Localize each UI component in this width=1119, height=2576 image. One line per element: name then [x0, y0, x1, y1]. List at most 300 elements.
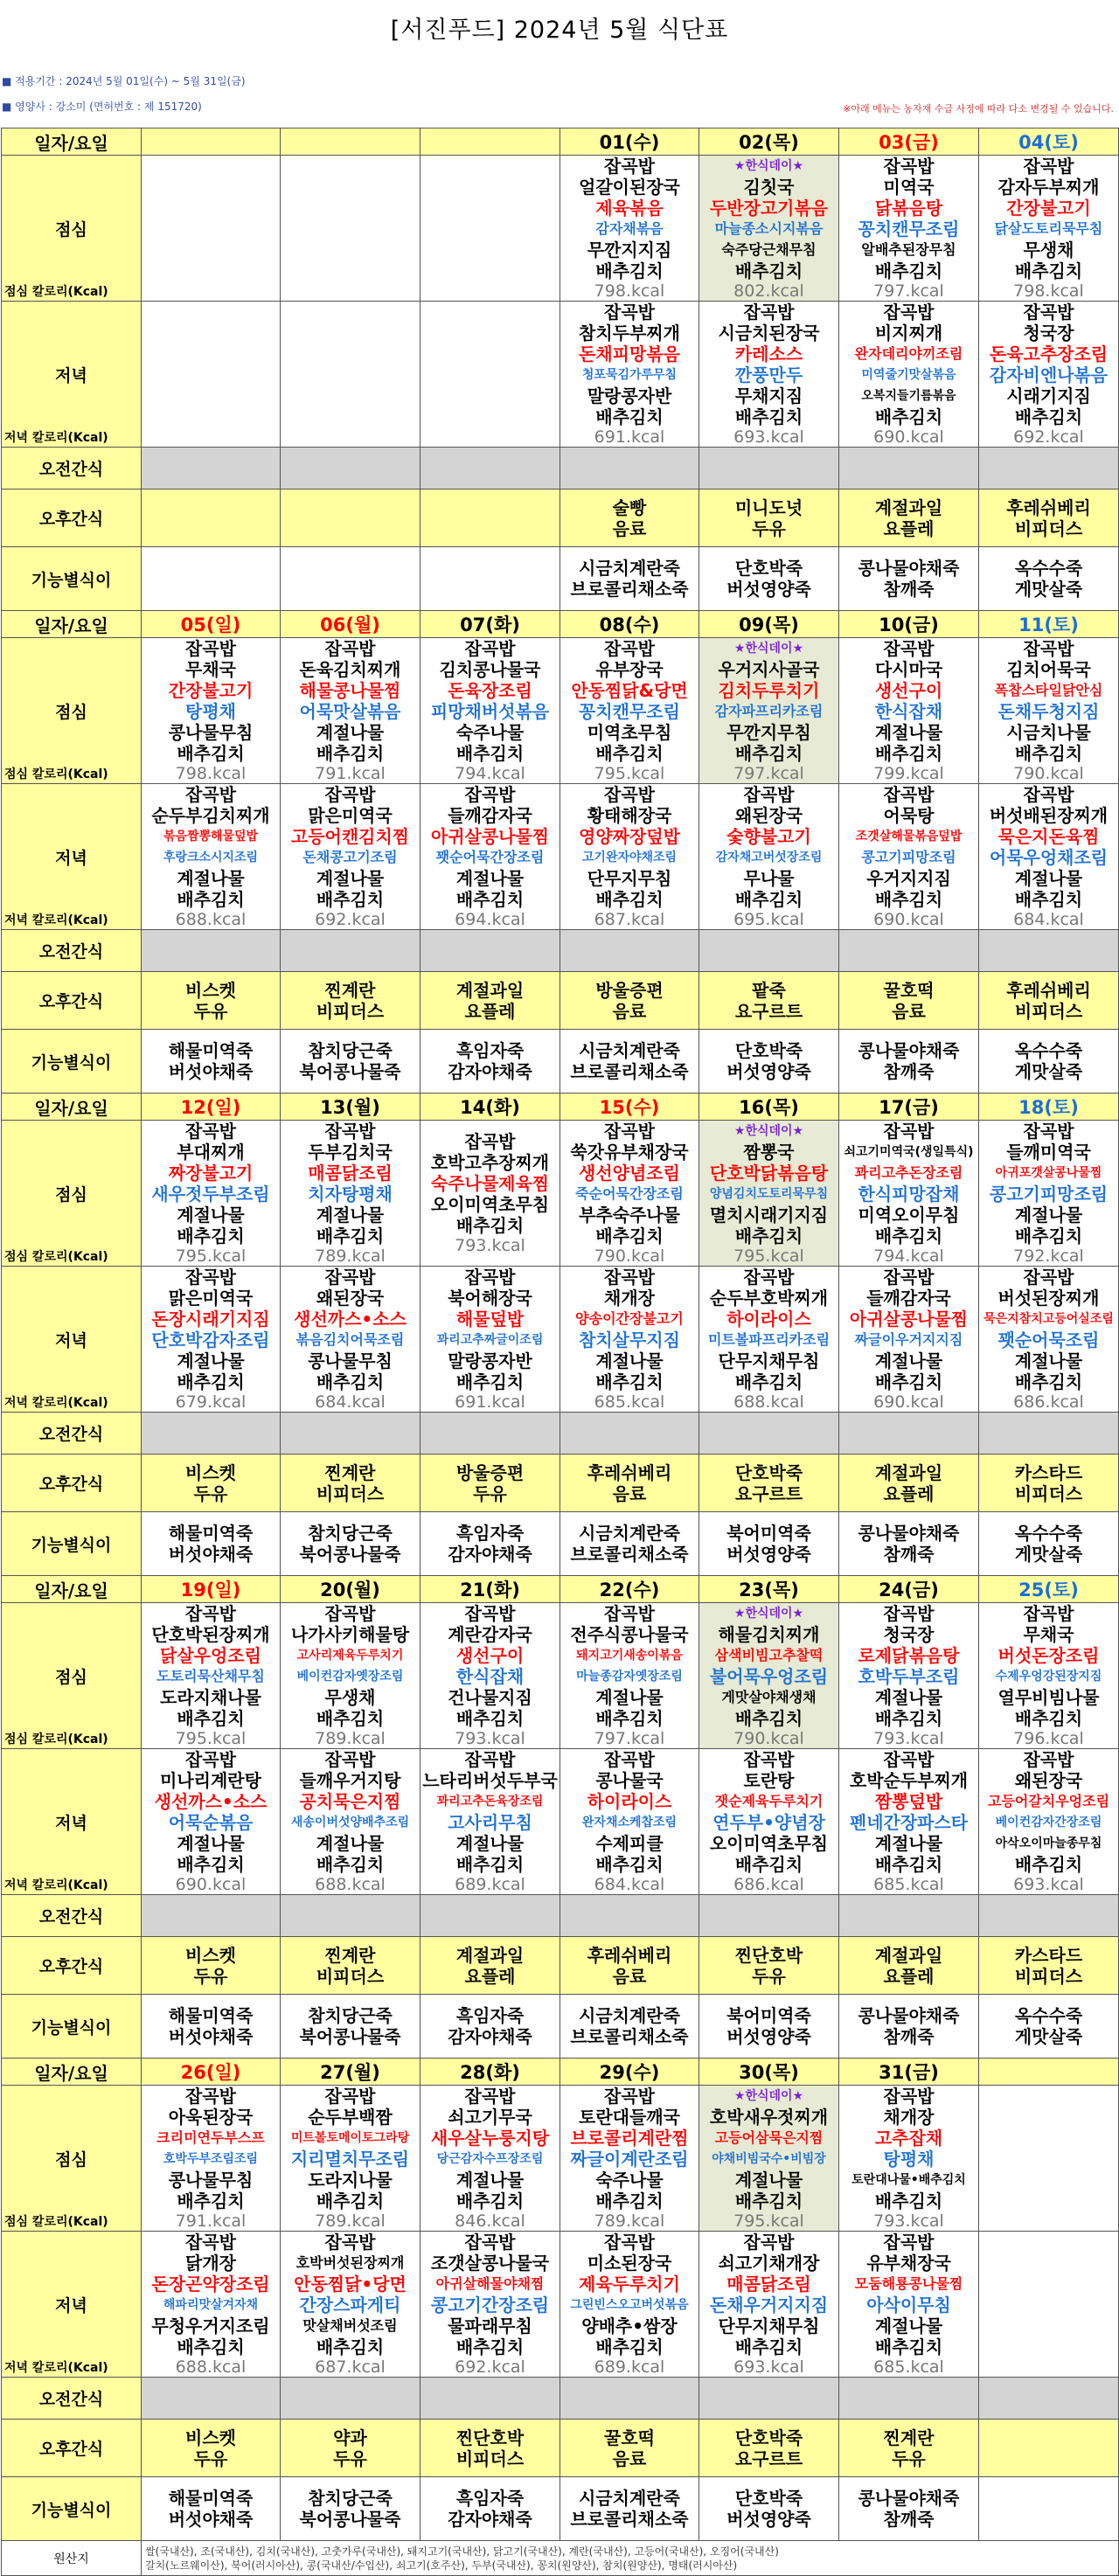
menu-item: 잡곡밥: [604, 1603, 655, 1624]
kcal-label: 점심 칼로리(Kcal): [4, 285, 108, 299]
menu-item: 배추김치: [177, 2336, 245, 2357]
menu-item: 황태해장국: [587, 805, 672, 826]
func-diet-cell: [281, 1512, 420, 1576]
dinner-cell: [699, 1267, 839, 1413]
day-header: 25(토): [979, 1576, 1119, 1603]
pm-snack-cell: [142, 1455, 281, 1512]
menu-item: 시금치나물: [1006, 722, 1091, 743]
func-diet-item: 해물미역죽: [168, 2005, 254, 2026]
menu-item: 호박두부조림조림: [163, 2152, 259, 2166]
func-diet-cell: [281, 547, 420, 611]
menu-item: 배추김치: [595, 1226, 664, 1246]
menu-item: 치자탕평채: [308, 1184, 393, 1205]
dinner-cell: [699, 1749, 839, 1895]
snack-item: 요구르트: [734, 2448, 803, 2469]
func-diet-cell: [560, 2477, 699, 2541]
row-label-text: 오후간식: [38, 2440, 104, 2459]
func-diet-cell: [420, 1030, 560, 1094]
func-diet-item: 시금치계란죽: [579, 2005, 680, 2026]
menu-item: 배추김치: [734, 1371, 803, 1392]
special-day-tag: [700, 1603, 838, 1624]
menu-item: 고사리무침: [448, 1812, 532, 1833]
lunch-cell: [839, 1603, 979, 1749]
menu-item: 오이미역초무침: [430, 1194, 550, 1215]
pm-snack-cell: [281, 1455, 420, 1512]
menu-item: 계절나물: [177, 868, 245, 889]
func-diet-item: 게맛살죽: [1014, 579, 1083, 600]
am-snack-cell: [142, 930, 281, 972]
func-diet-item: 단호박죽: [734, 2488, 803, 2509]
menu-item: 해물김치찌개: [718, 1624, 820, 1645]
lunch-cell: [699, 156, 839, 302]
row-label: [2, 1267, 142, 1413]
star-icon: ★: [733, 1124, 746, 1138]
dinner-cell: [281, 1267, 420, 1413]
menu-item: 브로콜리계란찜: [570, 2128, 689, 2149]
menu-item: 게맛살야채생채: [721, 1689, 817, 1705]
menu-item: 들깨감자국: [448, 805, 532, 826]
menu-item: 계절나물: [874, 2316, 943, 2336]
menu-item: 버섯돈장조림: [997, 1645, 1100, 1666]
menu-item: 잡곡밥: [324, 1267, 376, 1288]
pm-snack-cell: [281, 972, 420, 1030]
menu-item: 배추김치: [874, 1854, 943, 1875]
kcal-value: 686.kcal: [733, 1875, 804, 1894]
row-label: [2, 1576, 142, 1603]
kcal-value: 690.kcal: [873, 910, 944, 929]
dinner-cell: [281, 302, 420, 448]
menu-item: 새우젓두부조림: [151, 1184, 270, 1205]
func-diet-item: 흑임자죽: [455, 2005, 525, 2026]
menu-item: 하이라이스: [726, 1309, 811, 1330]
kcal-value: 798.kcal: [594, 281, 665, 301]
kcal-value: 790.kcal: [733, 1729, 804, 1748]
menu-item: 완자데리야끼조림: [854, 345, 963, 362]
menu-item: 배추김치: [316, 743, 385, 764]
menu-item: 간장불고기: [1006, 198, 1091, 219]
func-diet-item: 참깨죽: [883, 2026, 935, 2047]
lunch-cell: [560, 1121, 699, 1267]
snack-item: 팥죽: [752, 979, 786, 1001]
day-header: 11(토): [979, 611, 1119, 638]
menu-item: 단무지무침: [587, 868, 672, 889]
menu-item: 얼갈이된장국: [579, 177, 680, 198]
menu-item: 감자채고버섯장조림: [715, 851, 823, 864]
menu-item: 꽈리고추돈육장조림: [436, 1795, 544, 1809]
day-header: 23(목): [699, 1576, 839, 1603]
origin-text: [142, 2541, 1119, 2576]
menu-item: 폭찹스타일닭안심: [994, 682, 1103, 698]
row-label-text: 저녁: [55, 1330, 87, 1350]
lunch-row: [2, 638, 1119, 784]
func-diet-item: 옥수수죽: [1014, 1040, 1083, 1061]
row-label-text: 오후간식: [38, 992, 104, 1011]
row-label-text: 일자/요일: [34, 614, 108, 636]
date-row: [2, 611, 1119, 638]
func-diet-item: 참치당근죽: [308, 2488, 393, 2509]
row-label-text: 기능별식이: [31, 1052, 112, 1073]
lunch-row: [2, 2086, 1119, 2232]
menu-item: 잡곡밥: [604, 302, 655, 323]
row-label-text: 오전간식: [38, 2390, 104, 2409]
snack-item: 요플레: [464, 1000, 516, 1022]
menu-item: 묵은지참치고등어실조림: [983, 1312, 1114, 1326]
menu-item: 어묵순볶음: [168, 1812, 254, 1833]
menu-item: 죽순어묵간장조림: [575, 1185, 684, 1202]
func-diet-cell: [420, 1995, 560, 2059]
menu-item: 잡곡밥: [743, 302, 795, 323]
func-diet-item: 감자야채죽: [448, 2026, 532, 2047]
snack-item: 요플레: [883, 1482, 935, 1504]
am-snack-cell: [142, 1895, 281, 1937]
snack-item: 찐단호박: [455, 2427, 525, 2448]
menu-item: 간장불고기: [168, 680, 254, 701]
menu-item: 김칫국: [743, 177, 795, 198]
menu-item: 배추김치: [874, 406, 943, 427]
lunch-cell: [142, 2086, 281, 2232]
menu-item: 잡곡밥: [604, 1121, 655, 1142]
row-label-text: 오전간식: [38, 1425, 104, 1444]
dinner-cell: [699, 2232, 839, 2378]
am-snack-cell: [420, 1413, 560, 1455]
menu-item: 왜된장국: [316, 1288, 385, 1309]
menu-item: 잡곡밥: [464, 2232, 516, 2253]
menu-item: 채개장: [883, 2107, 935, 2128]
am-snack-cell: [699, 1895, 839, 1937]
dinner-cell: [839, 784, 979, 930]
func-diet-cell: [142, 1030, 281, 1094]
menu-item: 쇠고기무국: [448, 2107, 532, 2128]
am-snack-cell: [281, 2378, 420, 2420]
dinner-cell: [699, 302, 839, 448]
menu-item: 묵은지돈육찜: [997, 826, 1100, 847]
menu-item: 잡곡밥: [464, 1603, 516, 1624]
snack-item: 요플레: [464, 1965, 516, 1987]
menu-item: 도라지나물: [308, 2170, 393, 2191]
lunch-cell: [420, 1603, 560, 1749]
kcal-value: 793.kcal: [873, 1729, 944, 1748]
menu-item: 잡곡밥: [464, 1131, 516, 1152]
menu-item: 꽷순어묵간장조림: [435, 849, 545, 865]
kcal-label: 점심 칼로리(Kcal): [4, 2215, 108, 2229]
menu-item: 양배추•쌈장: [581, 2316, 678, 2336]
menu-item: 고사리제육두루치기: [296, 1649, 404, 1663]
kcal-value: 685.kcal: [594, 1392, 665, 1412]
row-label: [2, 611, 142, 638]
kcal-value: 691.kcal: [455, 1392, 525, 1412]
func-diet-item: 감자야채죽: [448, 1061, 532, 1082]
menu-item: 김치어묵국: [1006, 659, 1091, 680]
row-label: [2, 2477, 142, 2541]
day-header: 16(목): [699, 1094, 839, 1121]
kcal-value: 796.kcal: [1013, 1729, 1084, 1748]
snack-item: 후레쉬베리: [1006, 496, 1091, 518]
lunch-cell: [839, 2086, 979, 2232]
menu-item: 제육두루치기: [579, 2274, 680, 2295]
kcal-value: 688.kcal: [175, 2357, 247, 2377]
menu-item: 계절나물: [455, 2170, 525, 2191]
kcal-value: 790.kcal: [594, 1246, 665, 1266]
menu-item: 돈채콩고기조림: [302, 849, 398, 865]
snack-item: 두유: [193, 2448, 228, 2469]
am-snack-cell: [281, 1413, 420, 1455]
menu-item: 미역오이무침: [858, 1205, 960, 1226]
pm-snack-cell: [979, 1937, 1119, 1995]
dinner-cell: [979, 302, 1119, 448]
dinner-row: [2, 1267, 1119, 1413]
menu-item: 아욱된장국: [168, 2107, 254, 2128]
func-diet-item: 단호박죽: [734, 1040, 803, 1061]
dinner-cell: [142, 2232, 281, 2378]
func-diet-item: 콩나물야채죽: [858, 1523, 960, 1544]
kcal-value: 693.kcal: [733, 2357, 804, 2377]
dinner-cell: [979, 2232, 1119, 2378]
func-diet-item: 콩나물야채죽: [858, 2488, 960, 2509]
row-label: [2, 930, 142, 972]
lunch-cell: [281, 156, 420, 302]
menu-item: 잡곡밥: [743, 1267, 795, 1288]
menu-item: 계절나물: [874, 1833, 943, 1854]
menu-item: 시금치된장국: [718, 323, 820, 344]
menu-item: 꽁치캔무조림: [858, 219, 960, 240]
am-snack-cell: [560, 2378, 699, 2420]
func-diet-item: 옥수수죽: [1014, 1523, 1083, 1544]
dinner-cell: [979, 1267, 1119, 1413]
pm-snack-cell: [979, 2420, 1119, 2477]
lunch-cell: [560, 2086, 699, 2232]
func-diet-row: [2, 547, 1119, 611]
menu-item: 잡곡밥: [883, 1121, 935, 1142]
origin-line: 갈치(노르웨이산), 북어(러시아산), 콩(국내산/수입산), 쇠고기(호주산), 두부(국내산), 꽁치(원양산), 참치(원양산), 명태(러시아산): [145, 2559, 738, 2572]
snack-item: 찐계란: [324, 1944, 376, 1966]
lunch-cell: [420, 2086, 560, 2232]
func-diet-item: 북어콩나물죽: [299, 2026, 401, 2047]
menu-item: 닭개장: [185, 2253, 236, 2274]
pm-snack-cell: [420, 1937, 560, 1995]
func-diet-item: 흑임자죽: [455, 1523, 525, 1544]
dinner-cell: [699, 784, 839, 930]
menu-item: 미역국: [883, 177, 935, 198]
menu-item: 배추김치: [874, 1708, 943, 1729]
dinner-cell: [560, 1267, 699, 1413]
menu-table: [1, 128, 1119, 2576]
kcal-value: 687.kcal: [315, 2357, 386, 2377]
pm-snack-cell: [839, 1937, 979, 1995]
menu-item: 열무비빔나물: [997, 1687, 1100, 1708]
menu-item: 조갯살해물볶음덮밥: [855, 830, 963, 844]
func-diet-cell: [839, 547, 979, 611]
menu-item: 생선구이: [455, 1645, 525, 1666]
menu-item: 잡곡밥: [464, 638, 516, 659]
menu-item: 단호박된장찌개: [151, 1624, 270, 1645]
menu-item: 청국장: [1023, 323, 1074, 344]
pm-snack-cell: [420, 490, 560, 547]
dinner-row: [2, 1749, 1119, 1895]
func-diet-cell: [281, 1995, 420, 2059]
menu-item: 물파래무침: [448, 2316, 532, 2336]
snack-item: 찐계란: [883, 2427, 935, 2448]
menu-item: 배추김치: [874, 260, 943, 281]
func-diet-cell: [420, 1512, 560, 1576]
menu-item: 그린빈스오고버섯볶음: [570, 2298, 689, 2312]
snack-item: 미니도넛: [734, 496, 803, 518]
snack-item: 요플레: [883, 1965, 935, 1987]
lunch-cell: [142, 638, 281, 784]
menu-item: 감자채볶음: [595, 220, 664, 237]
star-icon: ★: [733, 642, 746, 656]
menu-item: 돼지고기새송이볶음: [576, 1649, 683, 1663]
day-header: 01(수): [560, 128, 699, 156]
row-label: [2, 1094, 142, 1121]
snack-item: 요플레: [883, 517, 935, 539]
menu-item: 단무지채무침: [718, 2316, 820, 2336]
menu-item: 고등어캔김치찜: [290, 826, 410, 847]
menu-item: 잡곡밥: [464, 784, 516, 805]
day-header: 21(화): [420, 1576, 560, 1603]
snack-item: 음료: [612, 2448, 647, 2469]
kcal-value: 789.kcal: [315, 1246, 386, 1266]
day-header: 13(월): [281, 1094, 420, 1121]
menu-item: 배추김치: [455, 1708, 525, 1729]
menu-item: 마늘종감자옛장조림: [576, 1670, 683, 1684]
menu-item: 아귀살콩나물찜: [849, 1309, 969, 1330]
menu-item: 잡곡밥: [464, 1267, 516, 1288]
pm-snack-cell: [699, 1455, 839, 1512]
menu-item: 참치살무지짐: [579, 1330, 680, 1350]
row-label: [2, 128, 142, 156]
menu-item: 배추김치: [316, 1371, 385, 1392]
kcal-value: 795.kcal: [175, 1246, 247, 1266]
menu-item: 잡곡밥: [883, 302, 935, 323]
row-label: [2, 2420, 142, 2477]
func-diet-cell: [979, 547, 1119, 611]
row-label-text: 점심: [55, 702, 87, 722]
snack-item: 계절과일: [455, 1944, 525, 1966]
menu-item: 콩고기간장조림: [430, 2295, 550, 2316]
menu-item: 미소된장국: [587, 2253, 672, 2274]
dinner-cell: [420, 1267, 560, 1413]
row-label-text: 오전간식: [38, 1907, 104, 1927]
func-diet-item: 참치당근죽: [308, 1040, 393, 1061]
nutritionist-text: ■ 영양사 : 강소미 (면허번호 : 제 151720): [2, 101, 202, 113]
func-diet-cell: [420, 2477, 560, 2541]
menu-item: 토란탕: [743, 1770, 795, 1791]
am-snack-cell: [420, 930, 560, 972]
menu-item: 무생채: [324, 1687, 376, 1708]
pm-snack-row: [2, 1455, 1119, 1512]
lunch-cell: [699, 1121, 839, 1267]
snack-item: 요구르트: [734, 1000, 803, 1022]
menu-item: 탕평채: [185, 701, 236, 722]
menu-item: 잡곡밥: [1023, 1121, 1074, 1142]
menu-item: 해물덮밥: [455, 1309, 525, 1330]
am-snack-cell: [979, 2378, 1119, 2420]
menu-item: 배추김치: [874, 743, 943, 764]
snack-item: 비피더스: [1014, 1000, 1083, 1022]
dinner-cell: [560, 2232, 699, 2378]
menu-item: 맑은미역국: [308, 805, 393, 826]
menu-item: 나가사키해물탕: [290, 1624, 410, 1645]
am-snack-row: [2, 2378, 1119, 2420]
pm-snack-row: [2, 1937, 1119, 1995]
func-diet-item: 해물미역죽: [168, 1523, 254, 1544]
func-diet-item: 참치당근죽: [308, 1523, 393, 1544]
menu-item: 잡곡밥: [185, 1267, 236, 1288]
menu-item: 짬뽕덮밥: [874, 1791, 943, 1812]
menu-item: 배추김치: [455, 2336, 525, 2357]
row-label-text: 저녁: [55, 365, 87, 385]
menu-item: 잡곡밥: [185, 2232, 236, 2253]
menu-item: 감자비엔나볶음: [989, 365, 1109, 385]
menu-item: 배추김치: [316, 2336, 385, 2357]
snack-item: 방울증편: [595, 979, 664, 1001]
menu-item: 배추김치: [734, 260, 803, 281]
menu-item: 두부김치국: [308, 1142, 393, 1163]
menu-item: 배추김치: [595, 1854, 664, 1875]
row-label: [2, 2232, 142, 2378]
func-diet-cell: [839, 1512, 979, 1576]
kcal-value: 791.kcal: [175, 2211, 247, 2231]
kcal-label: 저녁 칼로리(Kcal): [4, 1396, 108, 1410]
special-day-tag: [700, 2086, 838, 2107]
menu-item: 호박새우젓찌개: [709, 2107, 829, 2128]
kcal-value: 793.kcal: [455, 1236, 525, 1255]
day-header: 29(수): [560, 2059, 699, 2086]
func-diet-item: 참깨죽: [883, 579, 935, 600]
menu-item: 왜된장국: [734, 805, 803, 826]
menu-item: 말랑콩자반: [448, 1350, 532, 1371]
row-label-text: 점심: [55, 1184, 87, 1205]
snack-item: 후레쉬베리: [587, 1944, 672, 1966]
menu-item: 시래기지짐: [1006, 385, 1091, 406]
am-snack-cell: [839, 2378, 979, 2420]
kcal-value: 689.kcal: [455, 1875, 525, 1894]
kcal-value: 690.kcal: [175, 1875, 247, 1894]
dinner-cell: [979, 1749, 1119, 1895]
lunch-cell: [281, 638, 420, 784]
snack-item: 찐단호박: [734, 1944, 803, 1966]
func-diet-item: 시금치계란죽: [579, 1523, 680, 1544]
dinner-cell: [281, 2232, 420, 2378]
lunch-row: [2, 1121, 1119, 1267]
day-header: 18(토): [979, 1094, 1119, 1121]
lunch-cell: [560, 638, 699, 784]
menu-item: 배추김치: [734, 1854, 803, 1875]
day-header: 20(월): [281, 1576, 420, 1603]
dinner-row: [2, 302, 1119, 448]
menu-item: 베이컨감자옛장조림: [296, 1670, 404, 1684]
menu-item: 배추김치: [455, 1371, 525, 1392]
menu-item: 계절나물: [595, 1687, 664, 1708]
func-diet-item: 버섯야채죽: [168, 2509, 254, 2530]
kcal-label: 점심 칼로리(Kcal): [4, 1732, 108, 1746]
snack-item: 후레쉬베리: [587, 1462, 672, 1483]
func-diet-item: 시금치계란죽: [579, 1040, 680, 1061]
func-diet-item: 콩나물야채죽: [858, 2005, 960, 2026]
pm-snack-cell: [560, 490, 699, 547]
lunch-cell: [979, 1603, 1119, 1749]
menu-item: 아귀살해물야채찜: [435, 2275, 545, 2292]
menu-item: 돈채두청지짐: [997, 701, 1100, 722]
menu-item: 배추김치: [734, 2336, 803, 2357]
kcal-value: 685.kcal: [873, 1875, 944, 1894]
row-label-text: 점심: [55, 1667, 87, 1687]
lunch-cell: [979, 156, 1119, 302]
menu-item: 꽁치캔무조림: [579, 701, 680, 722]
kcal-value: 695.kcal: [733, 910, 804, 929]
menu-item: 우거지지짐: [866, 868, 951, 889]
pm-snack-cell: [420, 1455, 560, 1512]
